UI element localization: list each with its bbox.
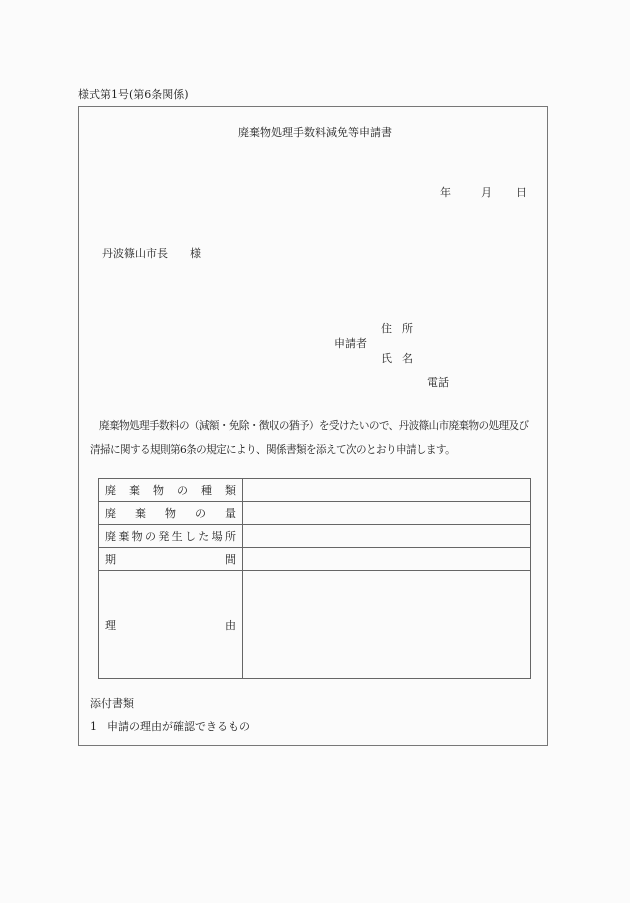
body-text-line-1: 廃棄物処理手数料の（減額・免除・徴収の猶予）を受けたいので、丹波篠山市廃棄物の処理及び — [99, 420, 529, 432]
label-waste-type: 廃 棄 物 の 種 類 — [99, 479, 243, 502]
year-label: 年 — [440, 186, 451, 199]
address-label: 住所 — [381, 322, 423, 335]
attachment-text: 申請の理由が確認できるもの — [107, 720, 250, 733]
table-row-reason — [99, 571, 531, 679]
form-number: 様式第1号(第6条関係) — [78, 88, 189, 101]
addressee-name: 丹波篠山市長 — [102, 247, 168, 260]
label-waste-amount: 廃 棄 物 の 量 — [99, 502, 243, 525]
label-reason: 理 由 — [99, 571, 243, 679]
body-text-line-2: 清掃に関する規則第6条の規定により、関係書類を添えて次のとおり申請します。 — [90, 444, 456, 456]
attachment-number: 1 — [90, 720, 97, 733]
phone-label: 電話 — [427, 376, 449, 389]
table-row-period — [99, 548, 531, 571]
label-period: 期 間 — [99, 548, 243, 571]
table-row-waste-location — [99, 525, 531, 548]
name-label: 氏名 — [381, 352, 423, 365]
month-label: 月 — [481, 186, 492, 199]
details-table — [98, 478, 531, 679]
value-waste-location[interactable] — [243, 525, 531, 548]
value-waste-amount[interactable] — [243, 502, 531, 525]
table-row-waste-type — [99, 479, 531, 502]
label-waste-location: 廃 棄 物 の 発 生 し た 場 所 — [99, 525, 243, 548]
addressee — [102, 245, 201, 261]
value-period[interactable] — [243, 548, 531, 571]
table-row-waste-amount — [99, 502, 531, 525]
date-line — [440, 184, 527, 200]
value-reason[interactable] — [243, 571, 531, 679]
applicant-label: 申請者 — [334, 337, 367, 350]
attachment-item — [90, 718, 250, 734]
value-waste-type[interactable] — [243, 479, 531, 502]
form-title: 廃棄物処理手数料減免等申請書 — [238, 126, 392, 139]
addressee-honorific: 様 — [190, 247, 201, 260]
day-label: 日 — [516, 186, 527, 199]
attachments-heading: 添付書類 — [90, 697, 134, 710]
